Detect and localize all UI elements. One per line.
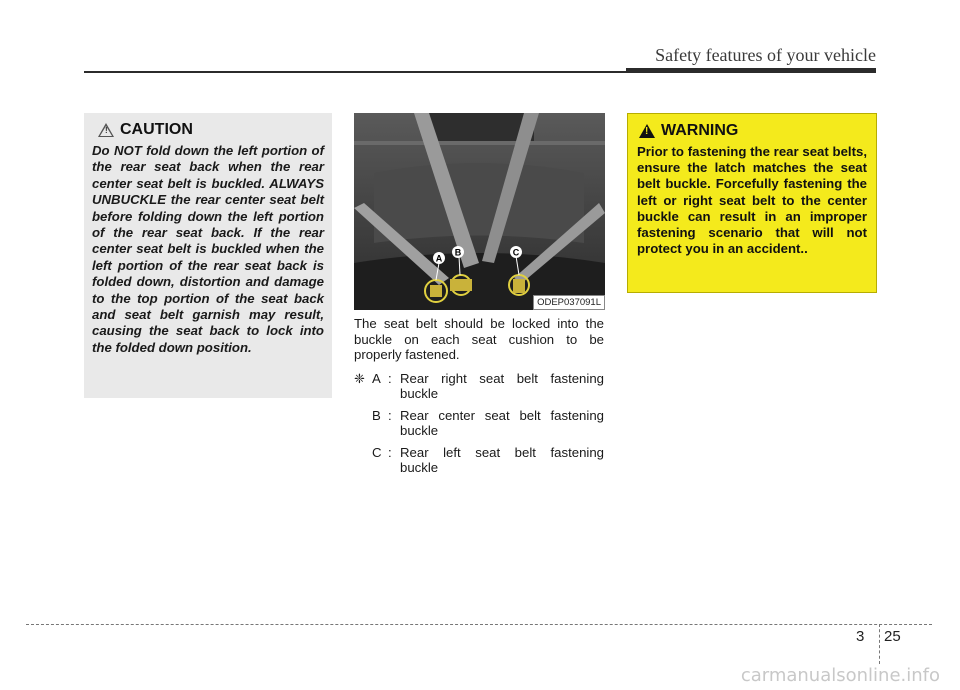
warning-box <box>627 113 877 293</box>
label-c <box>510 246 522 258</box>
warning-title: WARNING <box>661 122 739 139</box>
chapter-number: 3 <box>856 628 865 645</box>
photo-code: ODEP037091L <box>533 295 605 310</box>
legend-sep: : <box>388 444 392 460</box>
warning-body: Prior to fastening the rear seat belts, ensure the latch matches the seat belt buckle. Forcefully fastening the left or right seat belt to the center buckle can result in an improper fastening scenario that will not protect you in an accident.. <box>637 144 867 257</box>
caution-box <box>84 113 332 398</box>
caution-body: Do NOT fold down the left portion of the rear seat back when the rear center seat belt is buckled. ALWAYS UNBUCKLE the rear center seat belt before folding down the left portion of the rear seat back. If the rear center seat belt is buckled when the left portion of the rear seat back is folded down, distortion and damage to the top portion of the seat back and seat belt garnish may result, causing the seat back to lock into the folded down position. <box>92 143 324 355</box>
seat-back-panel <box>374 163 584 243</box>
buckle-a-body <box>430 285 442 297</box>
page-number: 25 <box>884 628 901 645</box>
legend-mark: ❈ <box>354 370 366 386</box>
buckle-b-body <box>450 279 472 291</box>
seat-belt-illustration <box>354 113 605 310</box>
caution-heading <box>98 121 324 139</box>
label-c-text: C <box>512 247 520 258</box>
buckle-c-body <box>513 279 525 293</box>
header-rule-accent <box>626 68 876 73</box>
legend-row-c <box>354 445 604 476</box>
legend-line1: Rear right seat belt fastening <box>400 370 604 386</box>
legend-sep: : <box>388 407 392 423</box>
buckle-paragraph: The seat belt should be locked into the buckle on each seat cushion to be properly fastened. <box>354 316 604 362</box>
middle-text <box>354 316 604 482</box>
warning-heading <box>639 122 867 140</box>
caution-title: CAUTION <box>120 121 193 138</box>
legend-key: A <box>372 370 381 386</box>
caution-triangle-icon: ! <box>98 123 114 137</box>
legend-line1: Rear left seat belt fastening <box>400 444 604 460</box>
legend-sep: : <box>388 370 392 386</box>
label-b <box>452 246 464 258</box>
warning-triangle-icon: ! <box>639 124 655 138</box>
legend-line2: buckle <box>400 460 439 475</box>
legend-line2: buckle <box>400 423 439 438</box>
header-title: Safety features of your vehicle <box>655 45 876 65</box>
legend-key: C <box>372 444 382 460</box>
seat-belt-photo <box>354 113 605 310</box>
label-a-text: A <box>435 253 443 264</box>
seat-seam <box>354 141 605 145</box>
legend-line2: buckle <box>400 386 439 401</box>
footer-divider <box>879 624 880 664</box>
label-b-text: B <box>454 247 462 258</box>
watermark: carmanualsonline.info <box>740 665 940 686</box>
legend-row-b <box>354 408 604 439</box>
legend-row-a <box>354 371 604 402</box>
footer-rule <box>26 624 932 625</box>
label-a <box>433 252 445 264</box>
legend-key: B <box>372 407 381 423</box>
legend-line1: Rear center seat belt fastening <box>400 407 604 423</box>
